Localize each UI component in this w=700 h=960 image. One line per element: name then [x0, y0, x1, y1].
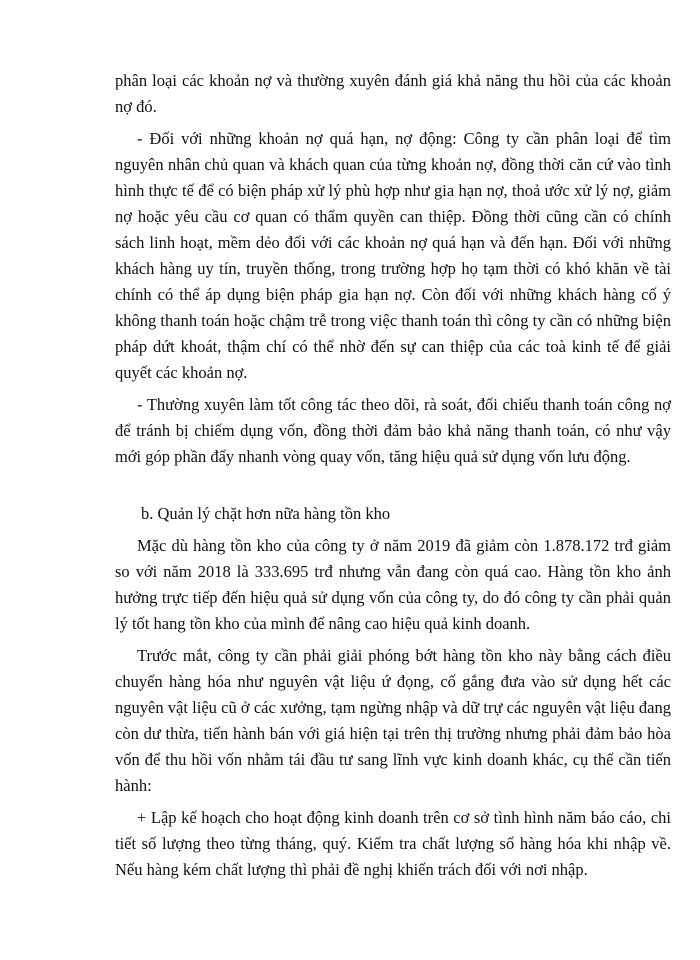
- paragraph-inventory: Mặc dù hàng tồn kho của công ty ở năm 2019 đã giảm còn 1.878.172 trđ giảm so với năm 2018 là 333.695 trđ nhưng vẫn đang còn quá cao. Hàng tồn kho ảnh hưởng trực tiếp đến hiệu quả sử dụng vốn của công ty, do đó công ty cần phải quản lý tốt hang tồn kho của mình để nâng cao hiệu quả kinh doanh.: [115, 536, 671, 633]
- paragraph-planning: + Lập kế hoạch cho hoạt động kinh doanh trên cơ sở tình hình năm báo cáo, chi tiết số lượng theo từng tháng, quý. Kiểm tra chất lượng số hàng hóa khi nhập về. Nếu hàng kém chất lượng thì phải đề nghị khiến trách đối với nơi nhập.: [115, 808, 671, 879]
- document-page: [115, 68, 671, 889]
- paragraph-continuation: phân loại các khoản nợ và thường xuyên đánh giá khả năng thu hồi của các khoản nợ đó.: [115, 71, 671, 116]
- paragraph-overdue-debts: - Đối với những khoản nợ quá hạn, nợ động: Công ty cần phân loại để tìm nguyên nhân chủ quan và khách quan của từng khoản nợ, đồng thời căn cứ vào tình hình thực tế để có biện pháp xử lý phù hợp như gia hạn nợ, thoả ước xử lý nợ, giảm nợ hoặc yêu cầu cơ quan có thẩm quyền can thiệp. Đồng thời cũng cần có chính sách linh hoạt, mềm dẻo đối với các khoản nợ quá hạn và đến hạn. Đối với những khách hàng uy tín, truyền thống, trong trường hợp họ tạm thời có khó khăn về tài chính có thể áp dụng biện pháp gia hạn nợ. Còn đối với những khách hàng cố ý không thanh toán hoặc chậm trễ trong việc thanh toán thì công ty cần có những biện pháp dứt khoát, thậm chí có thể nhờ đến sự can thiệp của các toà kinh tế để giải quyết các khoản nợ.: [115, 129, 671, 382]
- paragraph-immediate-actions: Trước mắt, công ty cần phải giải phóng bớt hàng tồn kho này bằng cách điều chuyển hàng hóa như nguyên vật liệu ứ đọng, cố gắng đưa vào sử dụng hết các nguyên vật liệu cũ ở các xưởng, tạm ngừng nhập và dữ trự các nguyên vật liệu đang còn dư thừa, tiến hành bán với giá hiện tại trên thị trường nhưng phải đảm bảo hòa vốn để thu hồi vốn nhằm tái đầu tư sang lĩnh vực kinh doanh khác, cụ thể cần tiến hành:: [115, 646, 671, 795]
- paragraph-monitoring: - Thường xuyên làm tốt công tác theo dõi, rà soát, đối chiếu thanh toán công nợ để tránh bị chiếm dụng vốn, đồng thời đảm bảo khả năng thanh toán, có như vậy mới góp phần đẩy nhanh vòng quay vốn, tăng hiệu quả sử dụng vốn lưu động.: [115, 395, 671, 466]
- section-heading: b. Quản lý chặt hơn nữa hàng tồn kho: [141, 504, 391, 523]
